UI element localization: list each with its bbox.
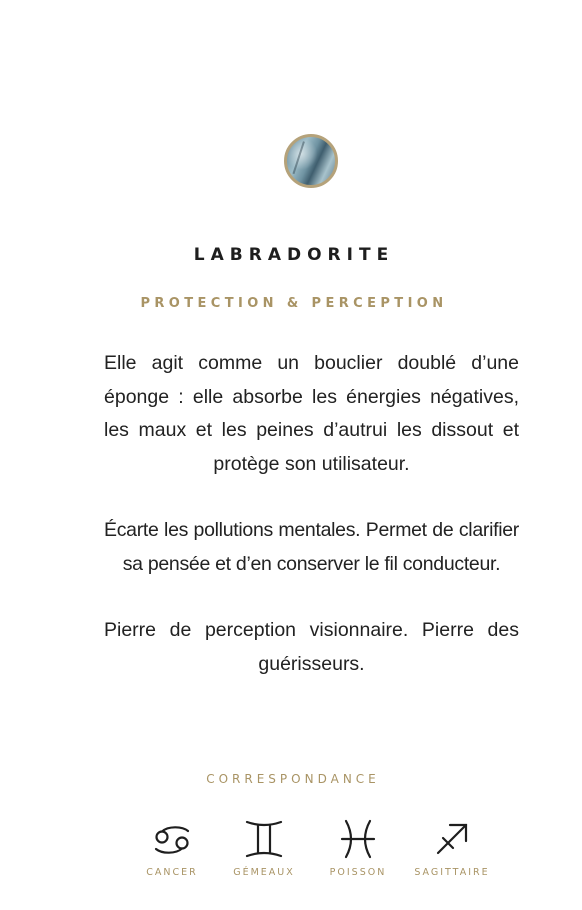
paragraph-2: Écarte les pollutions mentales. Permet de clarifier sa pensée et d’en conserver le fil conducteur.: [104, 519, 519, 575]
sign-label-pisces: POISSON: [329, 867, 387, 878]
sign-label-gemini: GÉMEAUX: [233, 867, 295, 878]
sign-sagittarius: [402, 815, 502, 878]
pisces-zodiac-icon: [334, 815, 382, 863]
sign-label-cancer: CANCER: [146, 867, 198, 878]
sign-cancer: [122, 815, 222, 878]
gemini-zodiac-icon: [240, 815, 288, 863]
sagittarius-zodiac-icon: [428, 815, 476, 863]
paragraph-1: Elle agit comme un bouclier doublé d’une éponge : elle absorbe les énergies négatives, les maux et les peines d’autrui les dissout et protège son utilisateur.: [104, 352, 519, 475]
sign-pisces: [308, 815, 408, 878]
cancer-zodiac-icon: [148, 815, 196, 863]
paragraph-3: Pierre de perception visionnaire. Pierre des guérisseurs.: [104, 619, 519, 675]
page-subtitle: PROTECTION & PERCEPTION: [140, 296, 448, 311]
correspondance-title: CORRESPONDANCE: [206, 772, 380, 786]
description: [104, 347, 519, 714]
sign-gemini: [214, 815, 314, 878]
page-title: LABRADORITE: [193, 245, 395, 265]
labradorite-stone-icon: [284, 134, 338, 188]
sign-label-sagittarius: SAGITTAIRE: [414, 867, 490, 878]
zodiac-signs: [0, 815, 582, 895]
